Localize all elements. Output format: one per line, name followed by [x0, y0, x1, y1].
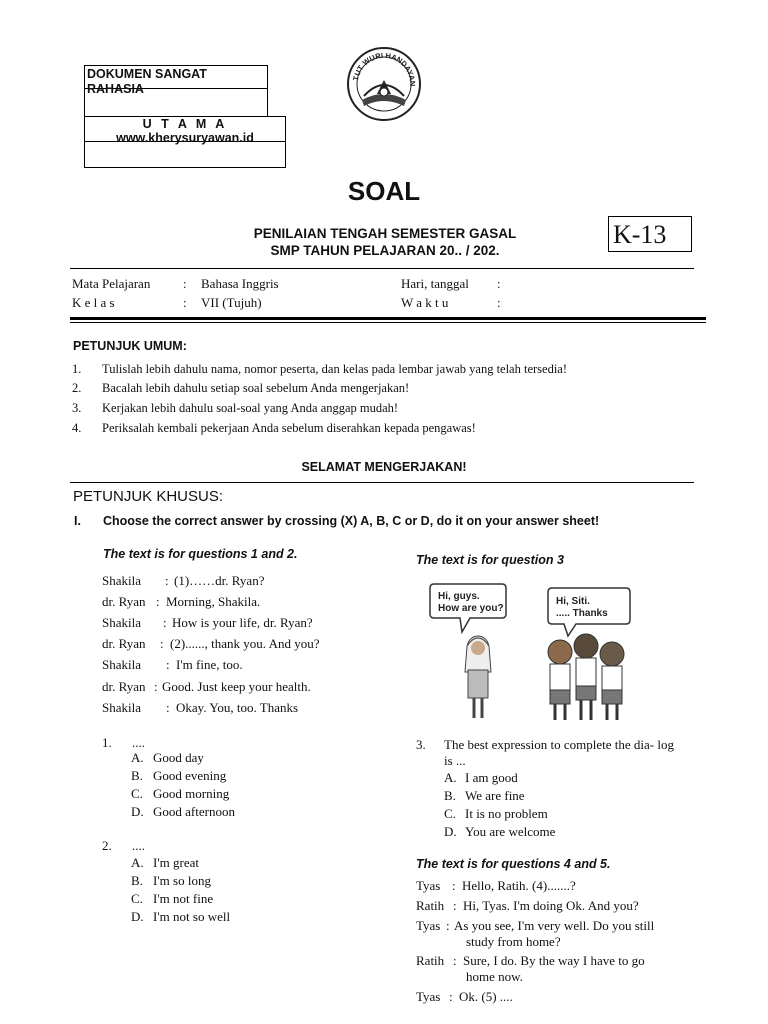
colon: : [154, 679, 158, 694]
section-instruction: Choose the correct answer by crossing (X) A, B, C or D, do it on your answer sheet! [103, 514, 600, 528]
divider [70, 482, 694, 483]
colon: : [166, 657, 170, 672]
tut-wuri-handayani-logo [344, 44, 424, 124]
option-text[interactable]: We are fine [465, 788, 525, 803]
divider [70, 322, 706, 323]
dialog-line: How is your life, dr. Ryan? [172, 615, 313, 630]
colon: : [446, 918, 450, 933]
special-heading: PETUNJUK KHUSUS: [73, 488, 224, 505]
speaker: Shakila [102, 615, 141, 630]
question-stem: The best expression to complete the dia- log [444, 737, 674, 752]
speaker: dr. Ryan [102, 636, 146, 651]
website-label: www.kherysuryawan.id [116, 131, 254, 145]
dialog-line: Good. Just keep your health. [162, 679, 311, 694]
bubble-1-line-1: Hi, guys. [438, 591, 480, 602]
section-number: I. [74, 514, 81, 528]
list-item-num: 4. [72, 421, 82, 435]
subject-label: Mata Pelajaran [72, 276, 151, 291]
colon: : [449, 989, 453, 1004]
day-label: Hari, tanggal [401, 276, 469, 291]
option-letter[interactable]: B. [131, 873, 143, 888]
speaker: Shakila [102, 573, 141, 588]
dialog-line: As you see, I'm very well. Do you still [454, 918, 655, 933]
colon: : [183, 276, 187, 291]
text-label-q1-2: The text is for questions 1 and 2. [103, 547, 298, 561]
dialog-line-cont: study from home? [466, 934, 561, 949]
option-text[interactable]: I'm great [153, 855, 200, 870]
option-letter[interactable]: D. [131, 909, 144, 924]
curriculum-badge: K-13 [608, 216, 692, 252]
option-text[interactable]: I'm so long [153, 873, 211, 888]
dialog-line: Sure, I do. By the way I have to go [463, 953, 645, 968]
time-label: W a k t u [401, 295, 449, 310]
colon: : [160, 636, 164, 651]
option-text[interactable]: You are welcome [465, 824, 556, 839]
list-item: Periksalah kembali pekerjaan Anda sebelum diserahkan kepada pengawas! [102, 421, 476, 435]
exam-year: SMP TAHUN PELAJARAN 20.. / 202. [270, 243, 500, 258]
divider [70, 317, 706, 320]
colon: : [165, 573, 169, 588]
option-letter[interactable]: A. [131, 855, 144, 870]
option-text[interactable]: Good afternoon [153, 804, 235, 819]
class-value: VII (Tujuh) [201, 295, 262, 310]
dialog-line: I'm fine, too. [176, 657, 243, 672]
divider [70, 268, 694, 269]
main-label: U T A M A [142, 117, 228, 131]
question-number: 3. [416, 737, 426, 752]
list-item-num: 2. [72, 381, 82, 395]
option-text[interactable]: Good morning [153, 786, 230, 801]
question-number: 1. [102, 735, 112, 750]
dialog-line: Morning, Shakila. [166, 594, 261, 609]
colon: : [183, 295, 187, 310]
confidential-label: DOKUMEN SANGAT RAHASIA [87, 67, 207, 96]
question-stem-cont: is ... [444, 753, 466, 768]
speaker: dr. Ryan [102, 679, 146, 694]
option-text[interactable]: It is no problem [465, 806, 548, 821]
question-number: 2. [102, 838, 112, 853]
exam-title: PENILAIAN TENGAH SEMESTER GASAL [253, 226, 517, 241]
dialog-line: (2)......, thank you. And you? [170, 636, 320, 651]
closing-text: SELAMAT MENGERJAKAN! [301, 460, 467, 474]
colon: : [497, 276, 501, 291]
bubble-2-line-2: ..... Thanks [556, 608, 608, 619]
text-label-q3: The text is for question 3 [416, 553, 564, 567]
general-heading: PETUNJUK UMUM: [73, 339, 187, 353]
speaker: Ratih [416, 953, 445, 968]
colon: : [497, 295, 501, 310]
colon: : [163, 615, 167, 630]
option-letter[interactable]: D. [444, 824, 457, 839]
option-letter[interactable]: A. [444, 770, 457, 785]
option-text[interactable]: I'm not so well [153, 909, 231, 924]
bubble-2-line-1: Hi, Siti. [556, 596, 590, 607]
main-box [84, 116, 286, 168]
speaker: Tyas [416, 878, 441, 893]
option-letter[interactable]: C. [131, 891, 143, 906]
colon: : [166, 700, 170, 715]
list-item: Kerjakan lebih dahulu soal-soal yang Anda anggap mudah! [102, 401, 399, 415]
option-letter[interactable]: D. [131, 804, 144, 819]
list-item-num: 1. [72, 362, 82, 376]
speaker: Tyas [416, 918, 441, 933]
students-greeting-illustration [418, 580, 646, 726]
option-letter[interactable]: C. [131, 786, 143, 801]
dialog-line: Ok. (5) .... [459, 989, 513, 1004]
option-letter[interactable]: C. [444, 806, 456, 821]
option-text[interactable]: I'm not fine [153, 891, 214, 906]
colon: : [156, 594, 160, 609]
option-text[interactable]: Good day [153, 750, 204, 765]
text-label-q4-5: The text is for questions 4 and 5. [416, 857, 611, 871]
option-letter[interactable]: A. [131, 750, 144, 765]
question-stem: .... [132, 735, 145, 750]
subject-value: Bahasa Inggris [201, 276, 279, 291]
list-item: Tulislah lebih dahulu nama, nomor peserta, dan kelas pada lembar jawab yang telah tersedia! [102, 362, 568, 376]
speaker: Shakila [102, 700, 141, 715]
colon: : [453, 953, 457, 968]
option-text[interactable]: I am good [465, 770, 518, 785]
page-title: SOAL [347, 176, 421, 206]
list-item-num: 3. [72, 401, 82, 415]
speaker: Shakila [102, 657, 141, 672]
speaker: dr. Ryan [102, 594, 146, 609]
dialog-line: Hello, Ratih. (4).......? [462, 878, 576, 893]
svg-text:TUT WURI HANDAYANI [344, 44, 417, 86]
dialog-line: (1)……dr. Ryan? [174, 573, 265, 588]
question-stem: .... [132, 838, 145, 853]
class-label: K e l a s [72, 295, 115, 310]
colon: : [453, 898, 457, 913]
dialog-line: Okay. You, too. Thanks [176, 700, 299, 715]
colon: : [452, 878, 456, 893]
confidential-box [84, 65, 268, 117]
speaker: Tyas [416, 989, 441, 1004]
option-text[interactable]: Good evening [153, 768, 227, 783]
logo-text: TUT WURI HANDAYAN [351, 50, 418, 87]
option-letter[interactable]: B. [131, 768, 143, 783]
speaker: Ratih [416, 898, 445, 913]
dialog-line: Hi, Tyas. I'm doing Ok. And you? [463, 898, 639, 913]
list-item: Bacalah lebih dahulu setiap soal sebelum Anda mengerjakan! [102, 381, 410, 395]
option-letter[interactable]: B. [444, 788, 456, 803]
bubble-1-line-2: How are you? [438, 603, 504, 614]
dialog-line-cont: home now. [466, 969, 523, 984]
